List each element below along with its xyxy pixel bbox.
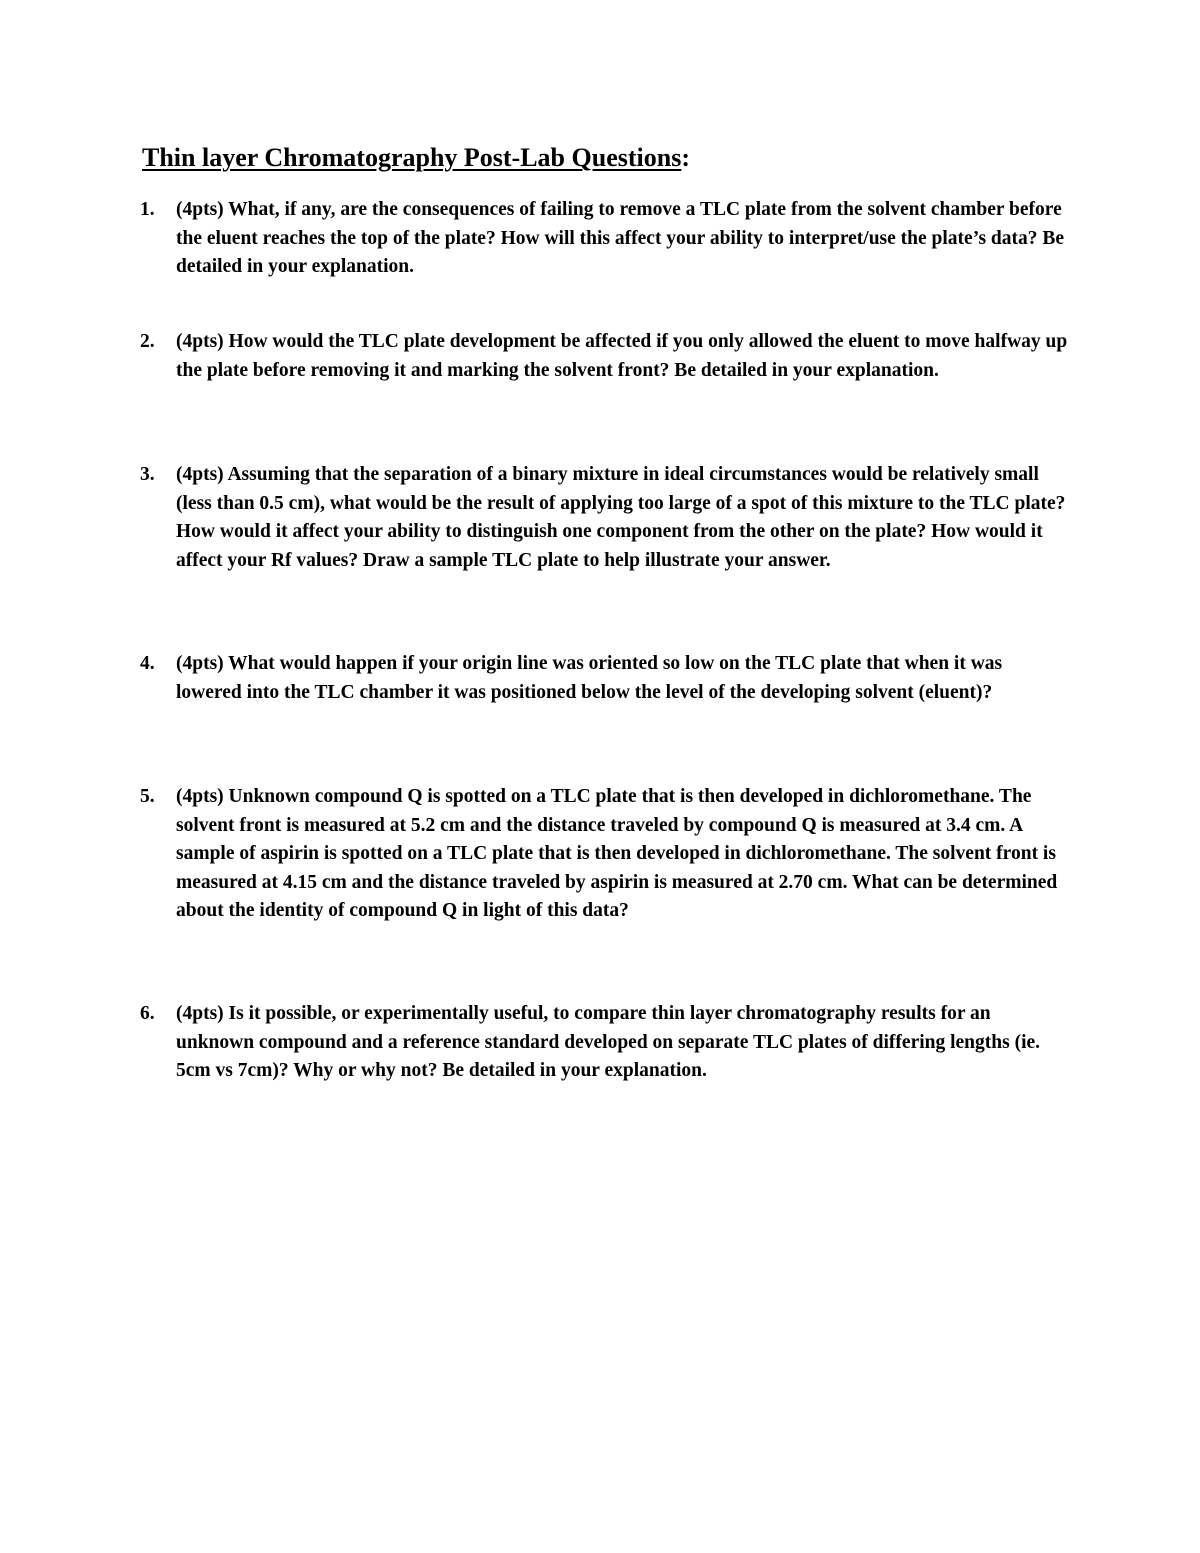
question-text: (4pts) Unknown compound Q is spotted on a TLC plate that is then developed in dichloromethane. The solvent front is measured at 5.2 cm and the distance traveled by compound Q is measured at 3.4 cm. A sample of aspirin is spotted on a TLC plate that is then developed in dichloromethane. The solvent front is measured at 4.15 cm and the distance traveled by aspirin is measured at 2.70 cm. What can be determined about the identity of compound Q in light of this data? [176, 786, 1058, 922]
question-item [140, 783, 1070, 926]
question-text: (4pts) How would the TLC plate development be affected if you only allowed the eluent to move halfway up the plate before removing it and marking the solvent front? Be detailed in your explanation. [176, 331, 1068, 381]
question-item [140, 196, 1070, 282]
question-item [140, 461, 1070, 575]
question-number: 6. [140, 1003, 155, 1024]
page-title-colon: : [681, 143, 690, 172]
page-title-text: Thin layer Chromatography Post-Lab Questions [142, 143, 682, 172]
question-number: 1. [140, 199, 155, 220]
question-item [140, 328, 1070, 385]
question-text: (4pts) Is it possible, or experimentally useful, to compare thin layer chromatography results for an unknown compound and a reference standard developed on separate TLC plates of differing lengths (ie. 5cm vs 7cm)? Why or why not? Be detailed in your explanation. [176, 1003, 1041, 1082]
question-number: 5. [140, 786, 155, 807]
question-text: (4pts) What would happen if your origin line was oriented so low on the TLC plate that when it was lowered into the TLC chamber it was positioned below the level of the developing solvent (eluent)? [176, 653, 1003, 703]
question-item [140, 650, 1070, 707]
question-text: (4pts) What, if any, are the consequences of failing to remove a TLC plate from the solvent chamber before the eluent reaches the top of the plate? How will this affect your ability to interpret/use the plate’s data? Be detailed in your explanation. [176, 199, 1065, 278]
page-title [142, 140, 690, 176]
question-item [140, 1000, 1070, 1086]
question-number: 2. [140, 331, 155, 352]
question-number: 3. [140, 464, 155, 485]
question-text: (4pts) Assuming that the separation of a binary mixture in ideal circumstances would be relatively small (less than 0.5 cm), what would be the result of applying too large of a spot of this mixture to the TLC plate? How would it affect your ability to distinguish one component from the other on the plate? How would it affect your Rf values? Draw a sample TLC plate to help illustrate your answer. [176, 464, 1066, 571]
question-number: 4. [140, 653, 155, 674]
